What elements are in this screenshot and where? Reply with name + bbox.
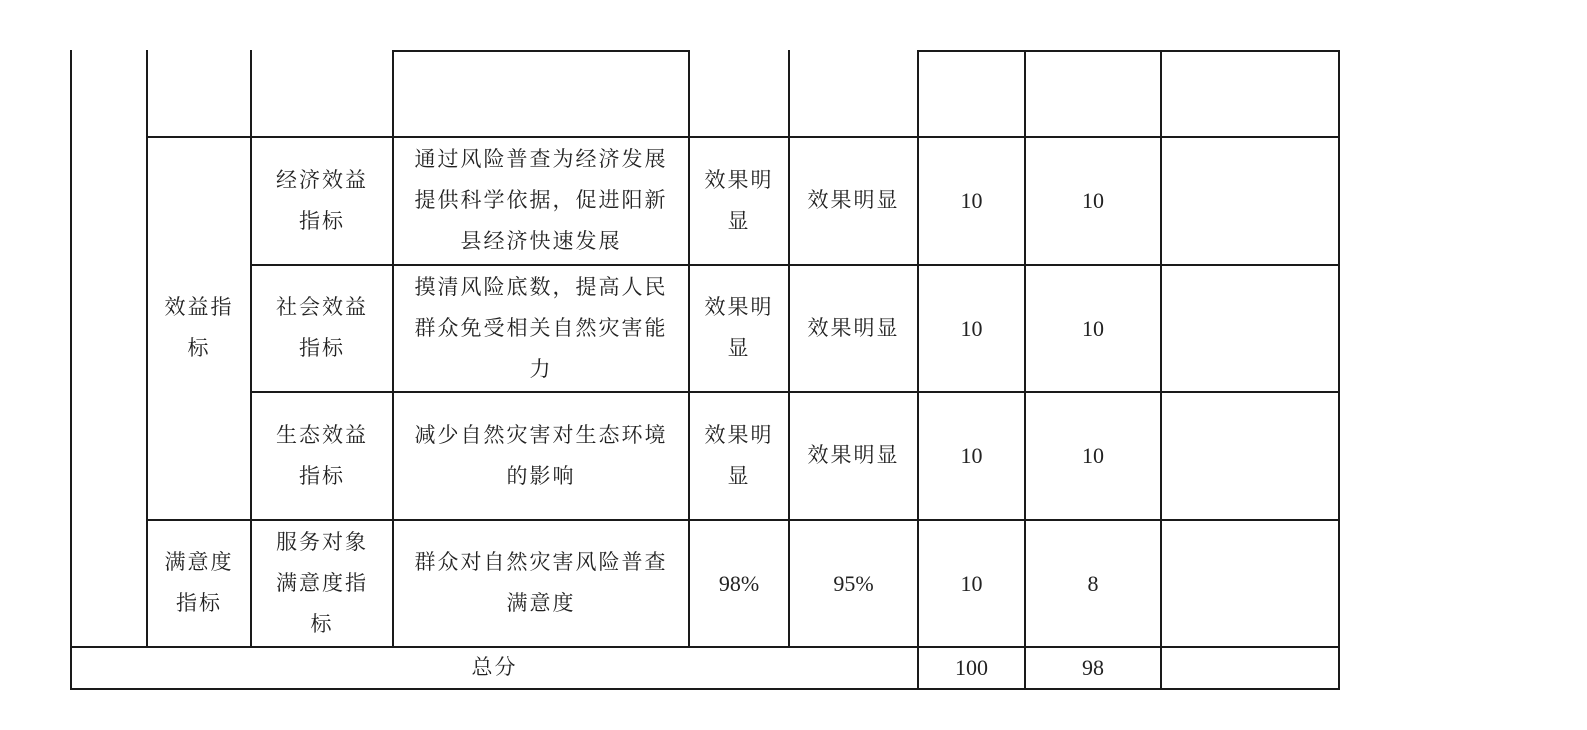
row-3-content: 减少自然灾害对生态环境的影响	[414, 422, 668, 488]
row-4-content: 群众对自然灾害风险普查满意度	[414, 550, 668, 615]
row-2-content: 摸清风险底数，提高人民群众免受相关自然灾害能力	[414, 274, 668, 381]
row-2-weight: 10	[960, 315, 983, 341]
table-border-bottom	[70, 688, 1340, 690]
row-2-indicator: 社会效益指标	[276, 295, 368, 360]
row-1-weight: 10	[960, 188, 983, 213]
row-2-score: 10	[1082, 315, 1104, 341]
row-1-target: 效果明显	[704, 167, 774, 233]
row-2-target: 效果明显	[704, 295, 774, 360]
group-satisfaction-label: 满意度指标	[164, 550, 234, 615]
row-3-target: 效果明显	[704, 422, 774, 488]
row-3-actual: 效果明显	[807, 443, 900, 467]
row-4-target: 98%	[718, 570, 760, 596]
group-benefit-label: 效益指标	[164, 295, 234, 360]
row-3-indicator: 生态效益指标	[276, 422, 368, 488]
row-1-score: 10	[1082, 188, 1104, 213]
table-border-right	[1338, 50, 1340, 690]
row-4-weight: 10	[960, 570, 983, 596]
grid-col-8	[1160, 50, 1162, 690]
row-4-score: 8	[1087, 570, 1099, 596]
row-1-content: 通过风险普查为经济发展提供科学依据，促进阳新县经济快速发展	[414, 147, 668, 253]
total-weight: 100	[955, 655, 988, 680]
row-1-actual: 效果明显	[807, 188, 900, 212]
total-label: 总分	[471, 655, 518, 679]
total-score: 98	[1082, 655, 1104, 680]
row-4-actual: 95%	[833, 570, 874, 596]
row-3-weight: 10	[960, 443, 983, 468]
row-1-indicator: 经济效益指标	[276, 167, 368, 233]
grid-top-partial	[392, 50, 688, 52]
row-2-actual: 效果明显	[807, 315, 900, 340]
row-4-indicator: 服务对象满意度指标	[276, 529, 368, 636]
row-3-score: 10	[1082, 443, 1104, 468]
grid-top-partial-right	[917, 50, 1339, 52]
table-border-left	[70, 50, 72, 690]
